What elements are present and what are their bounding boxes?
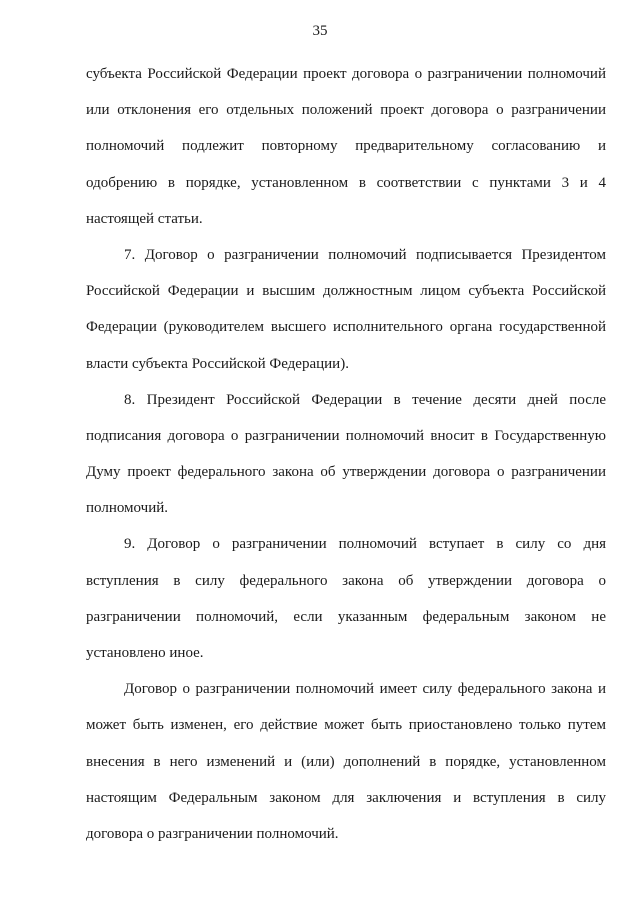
text-line: Российской Федерации и высшим должностным лицом субъекта Российской — [86, 283, 606, 300]
text-line: Думу проект федерального закона об утверждении договора о разграничении — [86, 464, 606, 481]
text-line: установлено иное. — [86, 645, 204, 661]
text-line: настоящей статьи. — [86, 210, 203, 227]
text-line: внесения в него изменений и (или) дополнений в порядке, установленном — [86, 753, 606, 770]
text-line: 9. Договор о разграничении полномочий вступает в силу со дня — [124, 536, 606, 553]
text-line: настоящим Федеральным законом для заключения и вступления в силу — [86, 789, 606, 806]
text-line: 7. Договор о разграничении полномочий подписывается Президентом — [124, 246, 606, 263]
text-line: Федерации (руководителем высшего исполнительного органа государственной — [86, 319, 606, 336]
text-line: власти субъекта Российской Федерации). — [86, 355, 349, 372]
text-line: может быть изменен, его действие может быть приостановлено только путем — [86, 717, 606, 734]
text-line: 8. Президент Российской Федерации в течение десяти дней после — [124, 391, 606, 408]
text-line: подписания договора о разграничении полномочий вносит в Государственную — [86, 427, 606, 444]
page-number: 35 — [312, 23, 328, 39]
text-line: договора о разграничении полномочий. — [86, 825, 339, 842]
text-line: вступления в силу федерального закона об утверждении договора о — [86, 572, 606, 589]
text-line: разграничении полномочий, если указанным федеральным законом не — [86, 608, 606, 625]
text-line: полномочий. — [86, 500, 169, 517]
text-line: Договор о разграничении полномочий имеет силу федерального закона и — [124, 681, 606, 698]
text-line: субъекта Российской Федерации проект договора о разграничении полномочий — [86, 66, 606, 82]
body-text — [86, 64, 606, 860]
text-line: одобрению в порядке, установленном в соответствии с пунктами 3 и 4 — [86, 174, 606, 191]
text-line: полномочий подлежит повторному предварительному согласованию и — [86, 138, 606, 155]
text-line: или отклонения его отдельных положений проект договора о разграничении — [86, 102, 606, 119]
